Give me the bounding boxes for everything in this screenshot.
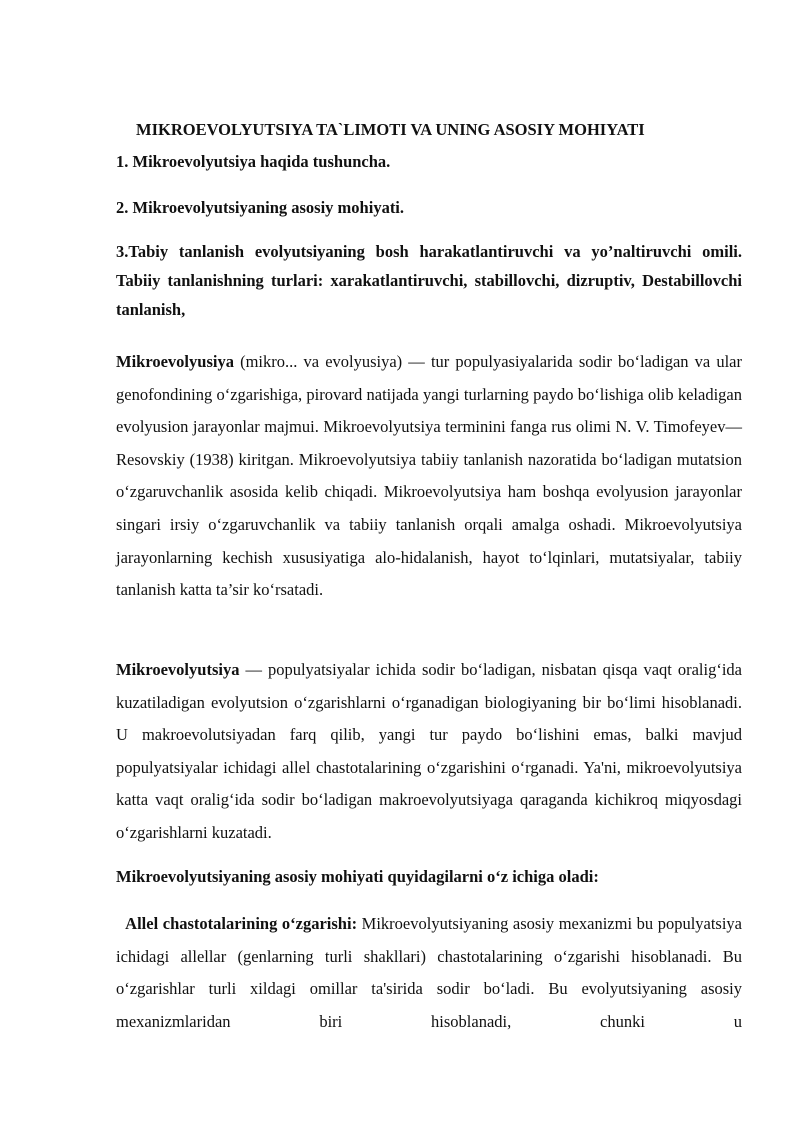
section-heading-4: Mikroevolyutsiyaning asosiy mohiyati quyidagilarni o‘z ichiga oladi: bbox=[116, 867, 599, 886]
paragraph-term: Allel chastotalarining o‘zgarishi: bbox=[125, 914, 358, 933]
paragraph-term: Mikroevolyutsiya bbox=[116, 660, 240, 679]
paragraph-text: Mikroevolyutsiyaning asosiy mexanizmi bu populyatsiya ichidagi allellar (genlarning turli shakllari) chastotalarining o‘zgarishi hisoblanadi. Bu o‘zgarishlar turli xildagi omillar ta'sirida sodir bo‘ladi. Bu evolyutsiyaning asosiy mexanizmlaridan biri hisoblanadi, chunki u bbox=[116, 914, 743, 1031]
section-heading-2: 2. Mikroevolyutsiyaning asosiy mohiyati. bbox=[116, 198, 405, 217]
paragraph-term: Mikroevolyusiya bbox=[116, 352, 234, 371]
paragraph-text: (mikro... va evolyusiya) — tur populyasiyalarida sodir bo‘ladigan va ular genofondining o‘zgarishiga, pirovard natijada yangi turlarning paydo bo‘lishiga olib keladigan evolyusion jarayonlar majmui. Mikroevolyutsiya terminini fanga rus olimi N. V. Timofeyev—Resovskiy (1938) kiritgan. Mikroevolyutsiya tabiiy tanlanish nazoratida bo‘ladigan mutatsion o‘zgaruvchanlik asosida kelib chiqadi. Mikroevolyutsiya ham boshqa evolyusion jarayonlar singari irsiy o‘zgaruvchanlik va tabiiy tanlanish orqali amalga oshadi. Mikroevolyutsiya jarayonlarning kechish xususiyatiga alo-hidalanish, hayot to‘lqinlari, mutatsiyalar, tabiiy tanlanish katta ta’sir ko‘rsatadi. bbox=[116, 352, 742, 600]
paragraph-mikroevolyutsiya-definition bbox=[116, 654, 742, 850]
section-heading-3: 3.Tabiy tanlanish evolyutsiyaning bosh harakatlantiruvchi va yo’naltiruvchi omili. Tabiiy tanlanishning turlari: xarakatlantiruvchi, stabillovchi, dizruptiv, Destabillovchi tanlanish, bbox=[116, 242, 742, 319]
paragraph-text: — populyatsiyalar ichida sodir bo‘ladigan, nisbatan qisqa vaqt oralig‘ida kuzatiladigan evolyutsion o‘zgarishlarni o‘rganadigan biologiyaning bir bo‘limi hisoblanadi. U makroevolutsiyadan farq qilib, yangi tur paydo bo‘lishini emas, balki mavjud populyatsiyalar ichidagi allel chastotalarining o‘zgarishini o‘rganadi. Ya'ni, mikroevolyutsiya katta vaqt oralig‘ida sodir bo‘ladigan makroevolyutsiyaga qaraganda kichikroq miqyosdagi o‘zgarishlarni kuzatadi. bbox=[116, 660, 742, 842]
paragraph-mikroevolyusiya bbox=[116, 346, 742, 607]
section-heading-1: 1. Mikroevolyutsiya haqida tushuncha. bbox=[116, 152, 391, 171]
document-title: MIKROEVOLYUTSIYA TA`LIMOTI VA UNING ASOSIY MOHIYATI bbox=[136, 120, 645, 139]
paragraph-allel-chastotalari bbox=[116, 908, 742, 1038]
